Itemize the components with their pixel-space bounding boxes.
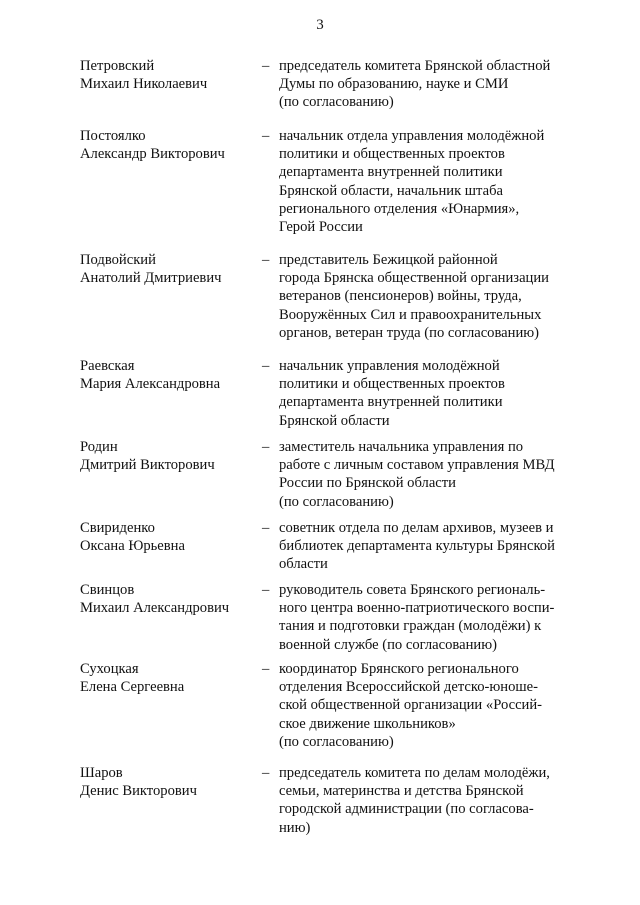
person-role xyxy=(279,357,579,430)
person-name xyxy=(80,57,258,93)
role-line: Вооружённых Сил и правоохранительных xyxy=(279,306,542,323)
dash-separator: – xyxy=(262,582,270,598)
person-name xyxy=(80,581,258,617)
surname: Петровский xyxy=(80,58,155,74)
person-role xyxy=(279,438,579,511)
person-role xyxy=(279,660,579,751)
person-role xyxy=(279,251,579,342)
given-names: Мария Александровна xyxy=(80,376,221,393)
role-line: представитель Бежицкой районной xyxy=(279,252,498,268)
role-line: председатель комитета Брянской областной xyxy=(279,58,551,74)
role-line: ское движение школьников» xyxy=(279,715,456,732)
dash-separator: – xyxy=(262,520,270,536)
role-line: органов, ветеран труда (по согласованию) xyxy=(279,324,540,341)
person-name xyxy=(80,519,258,555)
dash-separator: – xyxy=(262,765,270,781)
role-line: заместитель начальника управления по xyxy=(279,439,524,455)
surname: Родин xyxy=(80,439,118,455)
role-line: работе с личным составом управления МВД xyxy=(279,457,555,474)
role-line: (по согласованию) xyxy=(279,493,394,510)
person-name xyxy=(80,764,258,800)
dash-separator: – xyxy=(262,128,270,144)
role-line: департамента внутренней политики xyxy=(279,394,503,411)
role-line: начальник управления молодёжной xyxy=(279,358,500,374)
given-names: Анатолий Дмитриевич xyxy=(80,270,222,287)
role-line: города Брянска общественной организации xyxy=(279,270,549,287)
page-number: 3 xyxy=(316,17,324,33)
person-role xyxy=(279,127,579,236)
dash-separator: – xyxy=(262,661,270,677)
given-names: Александр Викторович xyxy=(80,146,225,163)
role-line: России по Брянской области xyxy=(279,475,456,492)
role-line: библиотек департамента культуры Брянской xyxy=(279,538,555,555)
role-line: городской администрации (по согласова- xyxy=(279,801,534,818)
role-line: тания и подготовки граждан (молодёжи) к xyxy=(279,618,542,635)
role-line: регионального отделения «Юнармия», xyxy=(279,200,520,217)
role-line: ской общественной организации «Россий- xyxy=(279,697,543,714)
dash-separator: – xyxy=(262,252,270,268)
person-name xyxy=(80,438,258,474)
person-name xyxy=(80,127,258,163)
given-names: Денис Викторович xyxy=(80,783,197,800)
role-line: координатор Брянского регионального xyxy=(279,661,519,677)
role-line: Думы по образованию, науке и СМИ xyxy=(279,76,509,93)
surname: Подвойский xyxy=(80,252,156,268)
given-names: Михаил Александрович xyxy=(80,600,230,617)
given-names: Дмитрий Викторович xyxy=(80,457,215,474)
role-line: отделения Всероссийской детско-юноше- xyxy=(279,679,538,696)
person-role xyxy=(279,519,579,574)
surname: Раевская xyxy=(80,358,135,374)
role-line: политики и общественных проектов xyxy=(279,146,505,163)
surname: Свириденко xyxy=(80,520,155,536)
role-line: советник отдела по делам архивов, музеев и xyxy=(279,520,554,536)
person-role xyxy=(279,764,579,837)
surname: Свинцов xyxy=(80,582,135,598)
role-line: политики и общественных проектов xyxy=(279,376,505,393)
role-line: области xyxy=(279,556,328,573)
person-name xyxy=(80,660,258,696)
role-line: Герой России xyxy=(279,219,363,236)
person-name xyxy=(80,357,258,393)
role-line: семьи, материнства и детства Брянской xyxy=(279,783,524,800)
role-line: Брянской области xyxy=(279,412,390,429)
role-line: нию) xyxy=(279,819,311,836)
surname: Шаров xyxy=(80,765,123,781)
role-line: руководитель совета Брянского региональ- xyxy=(279,582,546,598)
role-line: (по согласованию) xyxy=(279,94,394,111)
person-name xyxy=(80,251,258,287)
given-names: Михаил Николаевич xyxy=(80,76,208,93)
role-line: (по согласованию) xyxy=(279,733,394,750)
person-role xyxy=(279,57,579,112)
role-line: председатель комитета по делам молодёжи, xyxy=(279,765,550,781)
role-line: начальник отдела управления молодёжной xyxy=(279,128,545,144)
role-line: департамента внутренней политики xyxy=(279,164,503,181)
dash-separator: – xyxy=(262,439,270,455)
person-role xyxy=(279,581,579,654)
dash-separator: – xyxy=(262,58,270,74)
dash-separator: – xyxy=(262,358,270,374)
given-names: Оксана Юрьевна xyxy=(80,538,185,555)
role-line: Брянской области, начальник штаба xyxy=(279,182,503,199)
given-names: Елена Сергеевна xyxy=(80,679,185,696)
surname: Сухоцкая xyxy=(80,661,139,677)
role-line: ветеранов (пенсионеров) войны, труда, xyxy=(279,288,522,305)
role-line: ного центра военно-патриотического воспи- xyxy=(279,600,555,617)
surname: Постоялко xyxy=(80,128,146,144)
role-line: военной службе (по согласованию) xyxy=(279,636,497,653)
